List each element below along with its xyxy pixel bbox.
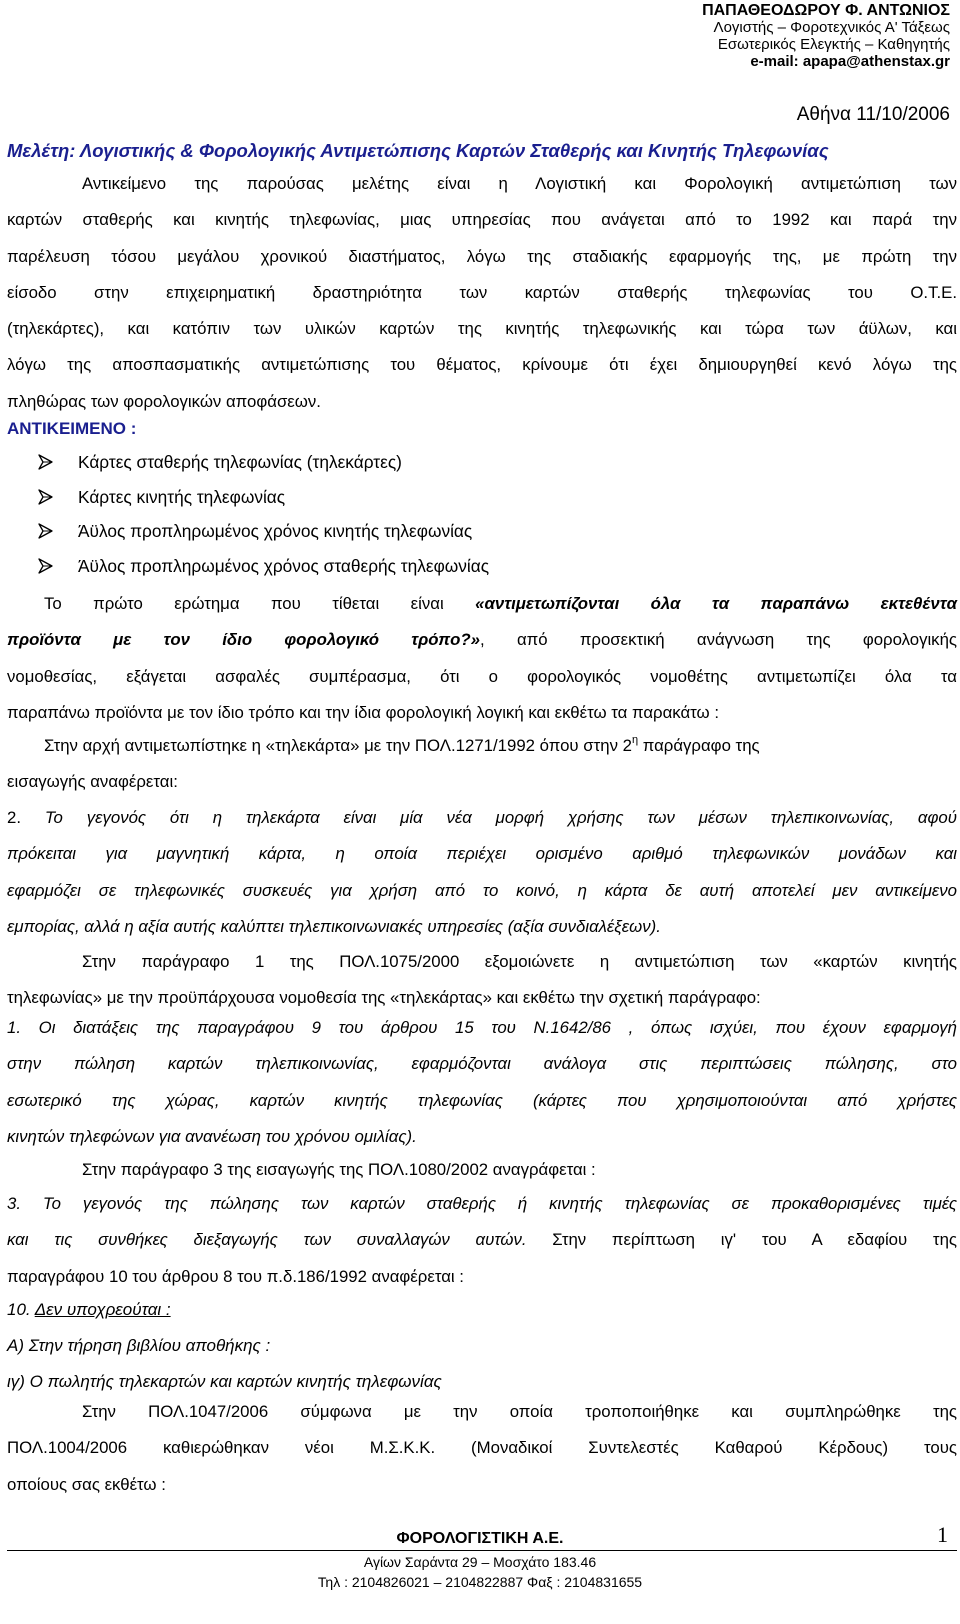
- text-line: 3. Το γεγονός της πώλησης των καρτών σταθερής ή κινητής τηλεφωνίας σε προκαθορισμένες τιμές: [7, 1194, 957, 1213]
- document-title: Μελέτη: Λογιστικής & Φορολογικής Αντιμετώπισης Καρτών Σταθερής και Κινητής Τηλεφωνίας: [7, 140, 829, 161]
- arrow-bullet-icon: [38, 523, 53, 539]
- author-name: ΠΑΠΑΘΕΟΔΩΡΟΥ Φ. ΑΝΤΩΝΙΟΣ: [702, 2, 950, 19]
- provision-item: [7, 1292, 442, 1328]
- object-heading: ΑΝΤΙΚΕΙΜΕΝΟ :: [7, 419, 137, 438]
- text-line: ΠΟΛ.1004/2006 καθιερώθηκαν νέοι Μ.Σ.Κ.Κ. (Μοναδικοί Συντελεστές Καθαρού Κέρδους) τους: [7, 1438, 957, 1458]
- text-line: [7, 1222, 957, 1258]
- list-item: [38, 480, 489, 515]
- quote-pol1271: [7, 800, 957, 945]
- author-email[interactable]: e-mail: apapa@athenstax.gr: [750, 53, 950, 70]
- provision-item: ιγ) Ο πωλητής τηλεκαρτών και καρτών κινητής τηλεφωνίας: [7, 1372, 442, 1391]
- text-line: παραπάνω προϊόντα με τον ίδιο τρόπο και την ίδια φορολογική λογική και εκθέτω τα παρακάτω :: [7, 702, 719, 722]
- document-date: Αθήνα 11/10/2006: [796, 104, 950, 125]
- superscript: η: [631, 734, 639, 746]
- text-line: παραγράφου 10 του άρθρου 8 του π.δ.186/1992 αναφέρεται :: [7, 1266, 464, 1286]
- text-line: Στην ΠΟΛ.1047/2006 σύμφωνα με την οποία τροποποιήθηκε και συμπληρώθηκε της: [82, 1402, 957, 1421]
- provision-items: [7, 1292, 442, 1400]
- text-line: κινητών τηλεφώνων για ανανέωση του χρόνου ομιλίας).: [7, 1126, 417, 1146]
- emphasis-text: προϊόντα με τον ίδιο φορολογικό τρόπο?»: [7, 630, 481, 650]
- text-line: (τηλεκάρτες), και κατόπιν των υλικών καρτών της κινητής τηλεφωνικής και τώρα των άϋλων, και: [7, 319, 957, 339]
- text-line: παρέλευση τόσου μεγάλου χρονικού διαστήματος, λόγω της σταδιακής εφαρμογής της, με πρώτη την: [7, 246, 957, 266]
- arrow-bullet-icon: [38, 454, 53, 470]
- provision-item: Α) Στην τήρηση βιβλίου αποθήκης :: [7, 1336, 271, 1355]
- list-item-text: Κάρτες κινητής τηλεφωνίας: [78, 486, 286, 507]
- text-line: πληθώρας των φορολογικών αποφάσεων.: [7, 391, 321, 411]
- letterhead: [702, 2, 950, 70]
- text-line: εισαγωγής αναφέρεται:: [7, 772, 178, 792]
- text-line: [7, 800, 957, 836]
- text-line: λόγω της αποσπασματικής αντιμετώπισης του θέματος, κρίνουμε ότι έχει δημιουργηθεί κενό λόγω της: [7, 355, 957, 375]
- author-title-2: Εσωτερικός Ελεγκτής – Καθηγητής: [717, 36, 950, 53]
- page-footer: [0, 1529, 960, 1592]
- pol1271-paragraph: [7, 728, 957, 801]
- text-span: , από προσεκτική ανάγνωση της φορολογικής: [480, 630, 957, 650]
- text-line: Αντικείμενο της παρούσας μελέτης είναι η Λογιστική και Φορολογική αντιμετώπιση των: [82, 174, 957, 193]
- text-line: 1. Οι διατάξεις της παραγράφου 9 του άρθρου 15 του Ν.1642/86 , όπως ισχύει, που έχουν εφαρμογή: [7, 1018, 957, 1037]
- footer-phones: Τηλ : 2104826021 – 2104822887 Φαξ : 2104831655: [317, 1574, 643, 1590]
- text-line: εμπορίας, αλλά η αξία αυτής καλύπτει τηλεπικοινωνιακές υπηρεσίες (αξία συνδιαλέξεων).: [7, 916, 661, 936]
- text-line: καρτών σταθερής και κινητής τηλεφωνίας, μιας υπηρεσίας που ανάγεται από το 1992 και παρά την: [7, 210, 957, 230]
- text-line: [7, 586, 957, 622]
- text-line: Στην παράγραφο 1 της ΠΟΛ.1075/2000 εξομοιώνετε η αντιμετώπιση των «καρτών κινητής: [82, 952, 957, 971]
- text-span: Στην περίπτωση ιγ' του Α εδαφίου της: [526, 1230, 957, 1250]
- text-line: εσωτερικό της χώρας, καρτών κινητής τηλεφωνίας (κάρτες που χρησιμοποιούνται από χρήστες: [7, 1090, 957, 1110]
- text-line: οποίους σας εκθέτω :: [7, 1474, 166, 1494]
- page-number: 1: [937, 1522, 948, 1547]
- footer-address: Αγίων Σαράντα 29 – Μοσχάτο 183.46: [363, 1554, 597, 1570]
- text-line: εφαρμόζει σε τηλεφωνικές συσκευές για χρήση από το κοινό, η κάρτα δε αυτή αποτελεί μεν αντικείμενο: [7, 880, 957, 900]
- underlined-text: Δεν υποχρεούται :: [34, 1300, 171, 1319]
- list-item: [38, 514, 489, 549]
- text-line: στην πώληση καρτών τηλεπικοινωνίας, εφαρμόζονται ανάλογα στις περιπτώσεις πώλησης, στο: [7, 1054, 957, 1074]
- text-line: [7, 728, 957, 764]
- text-line: είσοδο στην επιχειρηματική δραστηριότητα των καρτών σταθερής τηλεφωνίας του Ο.Τ.Ε.: [7, 282, 957, 302]
- text-span: παράγραφο της: [638, 736, 760, 755]
- text-line: Στην παράγραφο 3 της εισαγωγής της ΠΟΛ.1080/2002 αναγράφεται :: [82, 1160, 596, 1179]
- footer-company: ΦΟΡΟΛΟΓΙΣΤΙΚΗ Α.Ε.: [396, 1530, 564, 1547]
- pol1047-paragraph: [7, 1394, 957, 1503]
- text-line: τηλεφωνίας» με την προϋπάρχουσα νομοθεσία της «τηλεκάρτας» και εκθέτω την σχετική παράγραφο:: [7, 988, 761, 1008]
- text-span: Στην αρχή αντιμετωπίστηκε η «τηλεκάρτα» με την ΠΟΛ.1271/1992 όπου στην 2: [44, 736, 632, 755]
- item-number: 10.: [7, 1300, 35, 1319]
- quote-pol1075: [7, 1010, 957, 1155]
- text-line: [7, 622, 957, 658]
- pol1075-paragraph: [7, 944, 957, 1017]
- item-number: 2.: [7, 808, 21, 827]
- emphasis-text: «αντιμετωπίζονται όλα τα παραπάνω εκτεθέντα: [475, 594, 958, 613]
- quote-pol1080: [7, 1186, 957, 1295]
- list-item-text: Κάρτες σταθερής τηλεφωνίας (τηλεκάρτες): [78, 452, 402, 472]
- author-title-1: Λογιστής – Φοροτεχνικός Α' Τάξεως: [713, 19, 950, 36]
- pol1080-paragraph: [7, 1152, 957, 1188]
- question-paragraph: [7, 586, 957, 731]
- list-item-text: Άϋλος προπληρωμένος χρόνος σταθερής τηλεφωνίας: [78, 555, 490, 576]
- list-item-text: Άϋλος προπληρωμένος χρόνος κινητής τηλεφωνίας: [78, 521, 473, 541]
- arrow-bullet-icon: [38, 489, 53, 505]
- italic-text: και τις συνθήκες διεξαγωγής των συναλλαγών αυτών.: [7, 1230, 527, 1250]
- text-line: νομοθεσίας, εξάγεται ασφαλές συμπέρασμα, ότι ο φορολογικός νομοθέτης αντιμετωπίζει όλα τα: [7, 666, 957, 686]
- text-line: πρόκειται για μαγνητική κάρτα, η οποία περιέχει ορισμένο αριθμό τηλεφωνικών μονάδων και: [7, 844, 957, 864]
- arrow-bullet-icon: [38, 558, 53, 574]
- object-list: [38, 445, 489, 583]
- text-span: Το πρώτο ερώτημα που τίθεται είναι: [44, 594, 476, 613]
- intro-paragraph: [7, 166, 957, 420]
- footer-divider: [7, 1550, 957, 1551]
- list-item: [38, 549, 489, 584]
- list-item: [38, 445, 489, 480]
- text-span: Το γεγονός ότι η τηλεκάρτα είναι μία νέα μορφή χρήσης των μέσων τηλεπικοινωνίας, αφού: [21, 808, 957, 827]
